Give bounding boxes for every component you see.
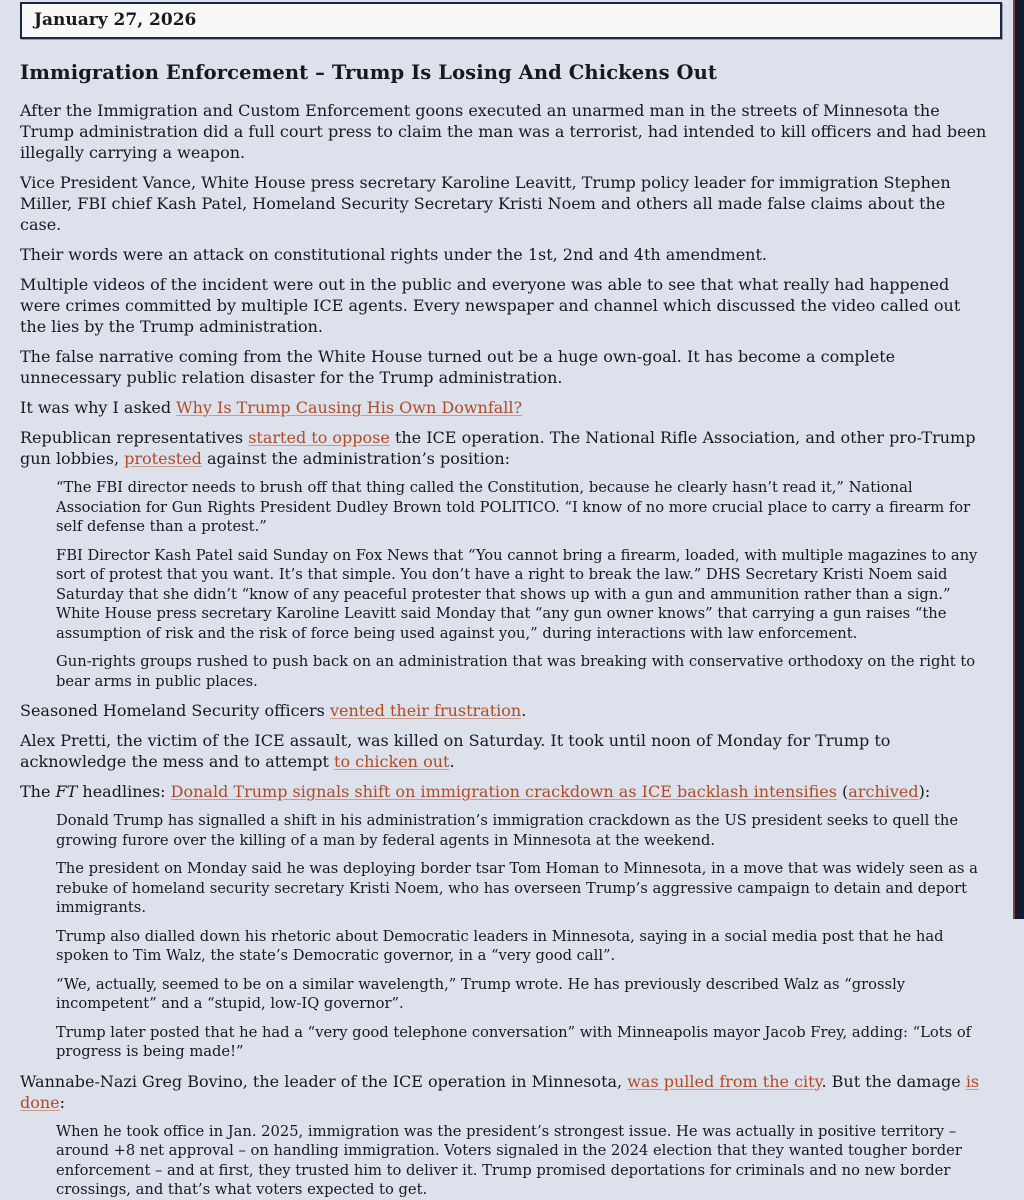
blockquote <box>56 975 990 1014</box>
link-was-pulled-from-the-city[interactable]: was pulled from the city <box>627 1071 822 1091</box>
blockquote <box>56 652 990 691</box>
text-run: Trump also dialled down his rhetoric about Democratic leaders in Minnesota, saying in a social media post that he had spoken to Tim Walz, the state’s Democratic governor, in a “very good call”. <box>56 927 944 964</box>
link-to-chicken-out[interactable]: to chicken out <box>334 752 450 771</box>
link-archived[interactable]: archived <box>848 782 919 801</box>
link-started-to-oppose[interactable]: started to oppose <box>248 428 390 447</box>
text-run: Republican representatives <box>20 428 249 447</box>
text-run: Seasoned Homeland Security officers <box>20 701 330 720</box>
post-date: January 27, 2026 <box>34 10 197 30</box>
text-run: Vice President Vance, White House press secretary Karoline Leavitt, Trump policy leader for immigration Stephen Miller, FBI chief Kash Patel, Homeland Security Secretary Kristi Noem and others all made false claims about the case. <box>20 173 951 234</box>
date-heading-box <box>20 2 1002 39</box>
text-run: ( <box>836 782 849 801</box>
paragraph <box>20 700 990 721</box>
link-vented-their-frustration[interactable]: vented their frustration <box>329 701 522 720</box>
text-run: Their words were an attack on constitutional rights under the 1st, 2nd and 4th amendment. <box>20 245 767 264</box>
text-run: Trump later posted that he had a “very good telephone conversation” with Minneapolis mayor Jacob Frey, adding: “Lots of progress is being made!” <box>56 1023 972 1060</box>
link-ft-headline[interactable]: Donald Trump signals shift on immigration crackdown as ICE backlash intensifies <box>170 782 837 801</box>
text-run: Gun-rights groups rushed to push back on an administration that was breaking with conservative orthodoxy on the right to bear arms in public places. <box>56 653 976 690</box>
paragraph <box>20 172 990 235</box>
text-run: against the administration’s position: <box>201 449 511 468</box>
paragraph <box>20 781 990 802</box>
blockquote <box>56 859 990 918</box>
text-run: the ICE operation. The National Rifle Association, and other pro-Trump gun lobbies, <box>20 428 976 468</box>
blockquote <box>56 927 990 966</box>
text-run: The <box>20 782 56 801</box>
text-run: Donald Trump has signalled a shift in his administration’s immigration crackdown as the US president seeks to quell the growing furore over the killing of a man by federal agents in Minnesota at the weekend. <box>56 812 959 849</box>
italic-text: FT <box>55 782 78 801</box>
text-run: Alex Pretti, the victim of the ICE assault, was killed on Saturday. It took until noon of Monday for Trump to acknowledge the mess and to attempt <box>20 731 891 771</box>
text-run: The president on Monday said he was deploying border tsar Tom Homan to Minnesota, in a move that was widely seen as a rebuke of homeland security secretary Kristi Noem, who has overseen Trump’s aggressive campaign to detain and deport immigrants. <box>56 860 978 916</box>
text-run: ): <box>918 782 931 801</box>
text-run: The false narrative coming from the White House turned out be a huge own-goal. It has become a complete unnecessary public relation disaster for the Trump administration. <box>20 347 896 387</box>
paragraph <box>20 397 990 418</box>
window-right-edge-bar <box>1013 0 1024 919</box>
link-why-is-trump-causing-his-own-downfall[interactable]: Why Is Trump Causing His Own Downfall? <box>176 398 523 417</box>
text-run: FBI Director Kash Patel said Sunday on Fox News that “You cannot bring a firearm, loaded, with multiple magazines to any sort of protest that you want. It’s that simple. You don’t have a right to break the law.” DHS Secretary Kristi Noem said Saturday that she didn’t “know of any peaceful protester that shows up with a gun and ammunition rather than a sign.” White House press secretary Karoline Leavitt said Monday that “any gun owner knows” that carrying a gun raises “the assumption of risk and the risk of force being used against you,” during interactions with law enforcement. <box>56 546 978 642</box>
paragraph <box>20 100 990 163</box>
text-run: When he took office in Jan. 2025, immigration was the president’s strongest issue. He was actually in positive territory – around +8 net approval – on handling immigration. Voters signaled in the 2024 election that they wanted tougher border enforcement – and at first, they trusted him to deliver it. Trump promised deportations for criminals and no new border crossings, and that’s what voters expected to get. <box>56 1122 962 1198</box>
blockquote <box>56 811 990 850</box>
text-run: Wannabe-Nazi Greg Bovino, the leader of the ICE operation in Minnesota, <box>20 1071 628 1091</box>
paragraph <box>20 274 990 337</box>
text-run: headlines: <box>77 782 171 801</box>
article-body <box>20 100 990 1200</box>
blockquote <box>56 1122 990 1200</box>
post-title: Immigration Enforcement – Trump Is Losing And Chickens Out <box>20 61 718 84</box>
text-run: “The FBI director needs to brush off that thing called the Constitution, because he clearly hasn’t read it,” National Association for Gun Rights President Dudley Brown told POLITICO. “I know of no more crucial place to carry a firearm for self defense than a protest.” <box>56 479 971 535</box>
paragraph <box>20 427 990 469</box>
text-run: . <box>521 701 527 720</box>
text-run: “We, actually, seemed to be on a similar wavelength,” Trump wrote. He has previously described Walz as “grossly incompetent” and a “stupid, low-IQ governor”. <box>56 975 906 1012</box>
link-is-done[interactable]: is done <box>20 1071 980 1112</box>
blockquote <box>56 1023 990 1062</box>
text-run: . <box>449 752 455 771</box>
paragraph <box>20 1071 990 1113</box>
text-run: After the Immigration and Custom Enforcement goons executed an unarmed man in the streets of Minnesota the Trump administration did a full court press to claim the man was a terrorist, had intended to kill officers and had been illegally carrying a weapon. <box>20 101 987 162</box>
text-run: : <box>59 1092 66 1112</box>
text-run: It was why I asked <box>20 398 177 417</box>
text-run: . But the damage <box>821 1071 966 1091</box>
paragraph <box>20 346 990 388</box>
text-run: Multiple videos of the incident were out in the public and everyone was able to see that what really had happened were crimes committed by multiple ICE agents. Every newspaper and channel which discussed the video called out the lies by the Trump administration. <box>20 275 961 336</box>
paragraph <box>20 244 990 265</box>
paragraph <box>20 730 990 772</box>
link-protested[interactable]: protested <box>124 449 202 468</box>
blockquote <box>56 478 990 537</box>
blockquote <box>56 546 990 644</box>
